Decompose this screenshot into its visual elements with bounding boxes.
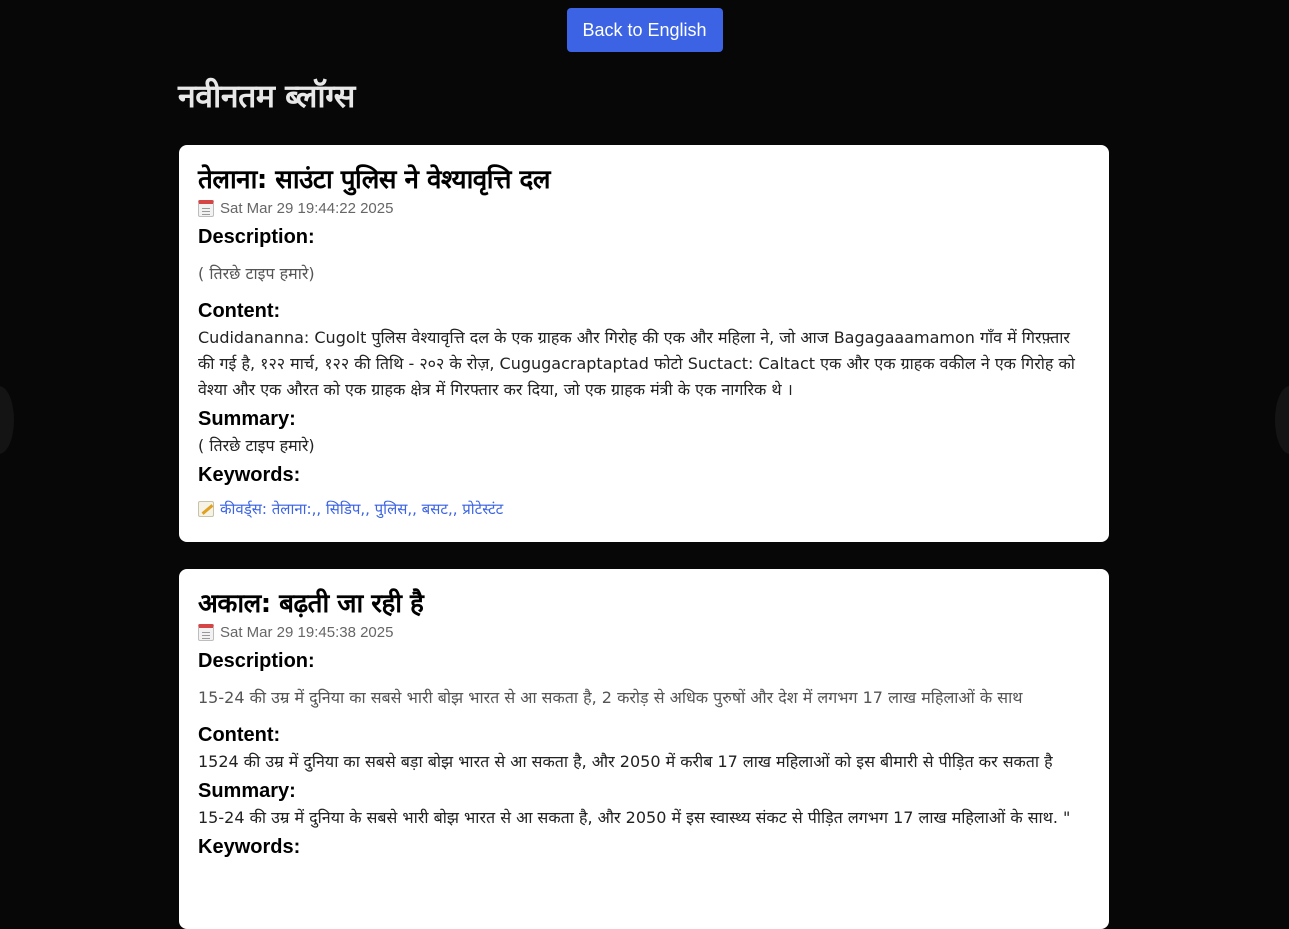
description-label: Description: bbox=[198, 226, 315, 248]
summary-label: Summary: bbox=[198, 408, 296, 430]
blog-title[interactable]: अकाल: बढ़ती जा रही है bbox=[198, 589, 424, 619]
description-label: Description: bbox=[198, 650, 315, 672]
calendar-icon bbox=[198, 200, 214, 217]
keywords-row bbox=[198, 499, 1090, 519]
content-text: 1524 की उम्र में दुनिया का सबसे बड़ा बोझ भारत से आ सकता है, और 2050 में करीब 17 लाख महिलाओं को इस बीमारी से पीड़ित कर सकता है bbox=[198, 752, 1053, 771]
blog-date bbox=[198, 197, 1090, 219]
blog-card bbox=[179, 569, 1109, 929]
keywords-label: Keywords: bbox=[198, 464, 301, 486]
blog-date-text: Sat Mar 29 19:44:22 2025 bbox=[220, 199, 394, 217]
calendar-icon bbox=[198, 624, 214, 641]
keywords-text[interactable]: कीवर्ड्स: तेलाना:,, सिडिप,, पुलिस,, बसट,, प्रोटेस्टंट bbox=[220, 500, 504, 518]
content-label: Content: bbox=[198, 300, 281, 322]
summary-text: ( तिरछे टाइप हमारे) bbox=[198, 436, 315, 455]
keywords-label: Keywords: bbox=[198, 836, 301, 858]
blog-date bbox=[198, 621, 1090, 643]
blog-card bbox=[179, 145, 1109, 542]
top-bar bbox=[0, 8, 1289, 52]
summary-text: 15-24 की उम्र में दुनिया के सबसे भारी बोझ भारत से आ सकता है, और 2050 में इस स्वास्थ्य संकट से पीड़ित लगभग 17 लाख महिलाओं के साथ. " bbox=[198, 808, 1071, 827]
back-to-english-button[interactable]: Back to English bbox=[567, 8, 723, 52]
right-edge-shape bbox=[1275, 386, 1289, 454]
blog-title[interactable]: तेलाना: साउंटा पुलिस ने वेश्यावृत्ति दल bbox=[198, 165, 550, 195]
page-title: नवीनतम ब्लॉग्स bbox=[178, 77, 355, 115]
description-text: 15-24 की उम्र में दुनिया का सबसे भारी बोझ भारत से आ सकता है, 2 करोड़ से अधिक पुरुषों और देश में लगभग 17 लाख महिलाओं के साथ bbox=[198, 688, 1023, 707]
description-text: ( तिरछे टाइप हमारे) bbox=[198, 264, 315, 283]
content-label: Content: bbox=[198, 724, 281, 746]
blog-date-text: Sat Mar 29 19:45:38 2025 bbox=[220, 623, 394, 641]
left-edge-shape bbox=[0, 386, 14, 454]
content-text: Cudidananna: Cugolt पुलिस वेश्यावृत्ति दल के एक ग्राहक और गिरोह की एक और महिला ने, जो आज Bagagaaamamon गाँव में गिरफ़्तार की गई है, १२२ मार्च, १२२ की तिथि - २०२ के रोज़, Cugugacraptaptad फोटो Suctact: Caltact एक और एक ग्राहक वकील ने एक गिरोह को वेश्या और एक औरत को एक ग्राहक क्षेत्र में गिरफ्तार कर दिया, जो एक ग्राहक मंत्री के एक नागरिक थे । bbox=[198, 328, 1075, 399]
pencil-memo-icon bbox=[198, 501, 214, 517]
summary-label: Summary: bbox=[198, 780, 296, 802]
